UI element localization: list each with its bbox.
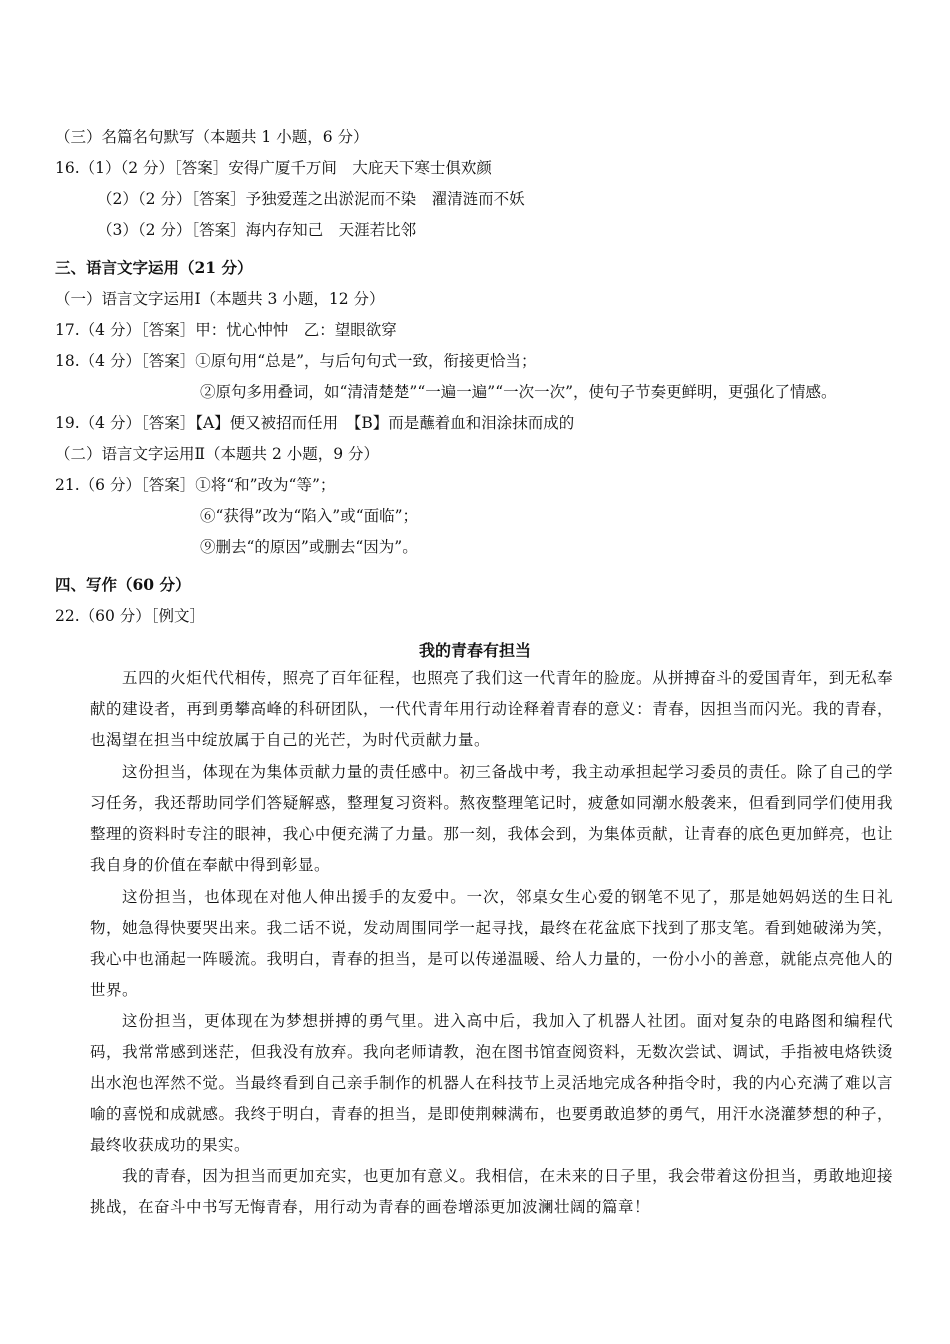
essay-paragraph-1: 五四的火炬代代相传，照亮了百年征程，也照亮了我们这一代青年的脸庞。从拼搏奋斗的爱国青年，到无私奉献的建设者，再到勇攀高峰的科研团队，一代代青年用行动诠释着青春的意义：青春，因担当而闪光。我的青春，也渴望在担当中绽放属于自己的光芒，为时代贡献力量。	[90, 669, 893, 749]
answer-19	[55, 412, 574, 434]
answer-prefix: 18.（4 分）［答案］	[55, 352, 196, 370]
answer-prefix: （3）（2 分）［答案］	[97, 221, 246, 239]
subsection-header-1: （一）语言文字运用Ⅰ（本题共 3 小题，12 分）	[55, 290, 385, 308]
essay-title: 我的青春有担当	[418, 641, 531, 660]
answer-22: 22.（60 分）［例文］	[55, 607, 206, 625]
answer-16-1	[55, 157, 492, 179]
essay-paragraph-2: 这份担当，体现在为集体贡献力量的责任感中。初三备战中考，我主动承担起学习委员的责任。除了自己的学习任务，我还帮助同学们答疑解惑，整理复习资料。熬夜整理笔记时，疲惫如同潮水般袭来，但看到同学们使用我整理的资料时专注的眼神，我心中便充满了力量。那一刻，我体会到，为集体贡献，让青春的底色更加鲜亮，也让我自身的价值在奉献中得到彰显。	[90, 763, 893, 874]
answer-prefix: （2）（2 分）［答案］	[97, 190, 246, 208]
answer-21	[55, 474, 335, 496]
essay-paragraph-3: 这份担当，也体现在对他人伸出援手的友爱中。一次，邻桌女生心爱的钢笔不见了，那是她妈妈送的生日礼物，她急得快要哭出来。我二话不说，发动周围同学一起寻找，最终在花盆底下找到了那支笔。看到她破涕为笑，我心中也涌起一阵暖流。我明白，青春的担当，是可以传递温暖、给人力量的，一份小小的善意，就能点亮他人的世界。	[90, 888, 893, 999]
part-header-writing: 四、写作（60 分）	[55, 575, 191, 594]
answer-18	[55, 350, 537, 372]
answer-prefix: 21.（6 分）［答案］	[55, 476, 196, 494]
essay-paragraph-5: 我的青春，因为担当而更加充实，也更加有意义。我相信，在未来的日子里，我会带着这份担当，勇敢地迎接挑战，在奋斗中书写无悔青春，用行动为青春的画卷增添更加波澜壮阔的篇章！	[90, 1167, 893, 1216]
answer-text: 【A】便又被招而任用 【B】而是蘸着血和泪涂抹而成的	[195, 414, 575, 432]
answer-text: 安得广厦千万间 大庇天下寒士俱欢颜	[228, 159, 492, 177]
answer-text: ①原句用“总是”，与后句句式一致，衔接更恰当；	[195, 352, 537, 370]
answer-prefix: 17.（4 分）［答案］	[55, 321, 196, 339]
section-header-famous-lines: （三）名篇名句默写（本题共 1 小题，6 分）	[55, 128, 369, 146]
answer-18-line2: ②原句多用叠词，如“清清楚楚”“一遍一遍”“一次一次”，使句子节奏更鲜明，更强化了情感。	[200, 383, 837, 401]
answer-16-2	[97, 188, 525, 210]
answer-text: ①将“和”改为“等”；	[195, 476, 336, 494]
answer-16-3	[97, 219, 416, 241]
subsection-header-2: （二）语言文字运用Ⅱ（本题共 2 小题，9 分）	[55, 445, 380, 463]
answer-prefix: 19.（4 分）［答案］	[55, 414, 196, 432]
answer-17	[55, 319, 397, 341]
answer-prefix: 16.（1）（2 分）［答案］	[55, 159, 229, 177]
answer-text: 海内存知己 天涯若比邻	[245, 221, 417, 239]
part-header-language-use: 三、语言文字运用（21 分）	[55, 258, 253, 277]
answer-text: 予独爱莲之出淤泥而不染 濯清涟而不妖	[245, 190, 525, 208]
essay-paragraph-4: 这份担当，更体现在为梦想拼搏的勇气里。进入高中后，我加入了机器人社团。面对复杂的电路图和编程代码，我常常感到迷茫，但我没有放弃。我向老师请教，泡在图书馆查阅资料，无数次尝试、调试，手指被电烙铁烫出水泡也浑然不觉。当最终看到自己亲手制作的机器人在科技节上灵活地完成各种指令时，我的内心充满了难以言喻的喜悦和成就感。我终于明白，青春的担当，是即使荆棘满布，也要勇敢追梦的勇气，用汗水浇灌梦想的种子，最终收获成功的果实。	[90, 1012, 893, 1154]
answer-21-line2: ⑥“获得”改为“陷入”或“面临”；	[200, 507, 419, 525]
answer-text: 甲：忧心忡忡 乙：望眼欲穿	[195, 321, 397, 339]
answer-21-line3: ⑨删去“的原因”或删去“因为”。	[200, 538, 418, 556]
